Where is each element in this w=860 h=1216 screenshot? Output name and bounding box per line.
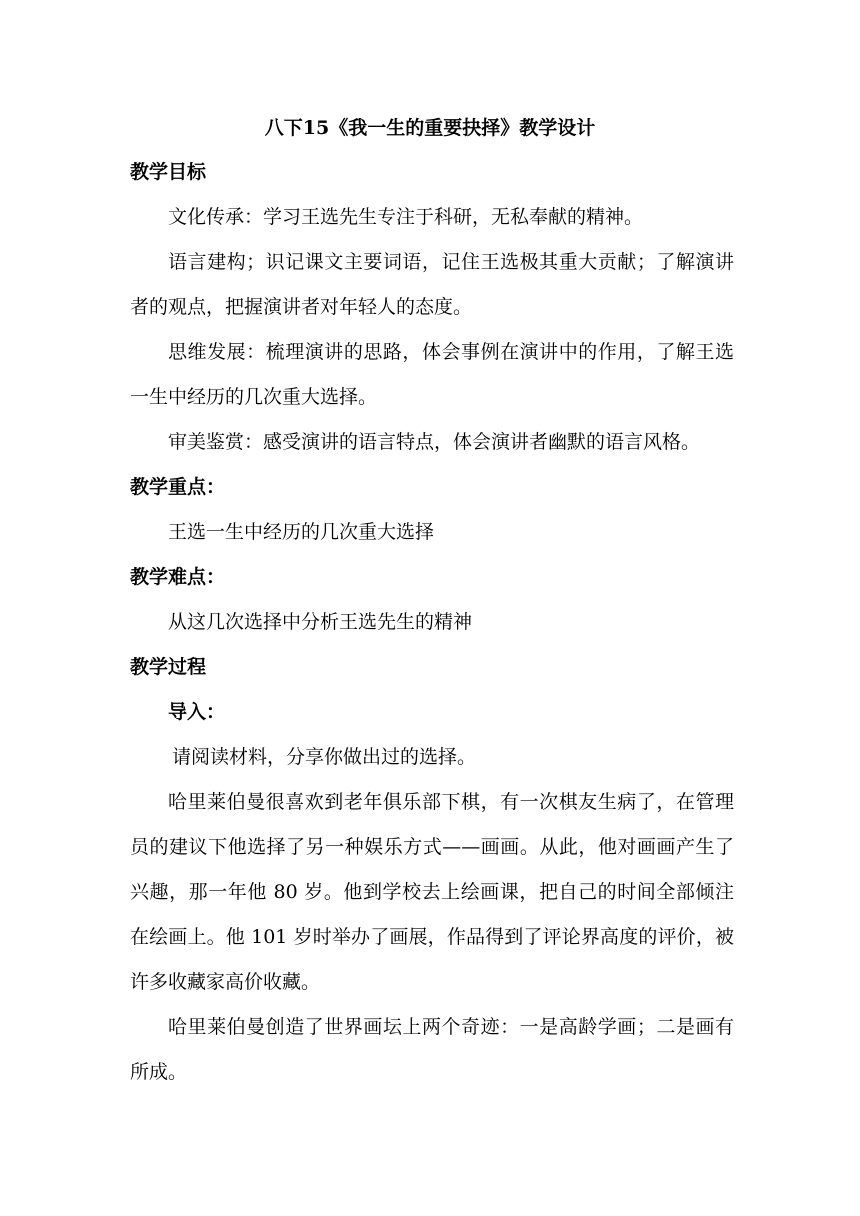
key-points-heading: 教学重点： [130,476,226,498]
story-paragraph: 哈里莱伯曼很喜欢到老年俱乐部下棋，有一次棋友生病了，在管理员的建议下他选择了另一种娱乐方式——画画。从此，他对画画产生了兴趣，那一年他 80 岁。他到学校去上绘画课，把自己的时间全部倾注在绘画上。他 101 岁时举办了画展，作品得到了评论界高度的评价，被许多收藏家高价收藏。 [130,791,734,993]
story-conclusion: 哈里莱伯曼创造了世界画坛上两个奇迹：一是高龄学画；二是画有所成。 [130,1016,734,1083]
objective-aesthetics: 审美鉴赏：感受演讲的语言特点，体会演讲者幽默的语言风格。 [168,431,701,453]
process-heading: 教学过程 [130,656,207,678]
intro-heading: 导入： [168,701,226,723]
key-points-text: 王选一生中经历的几次重大选择 [168,521,435,543]
difficulties-heading: 教学难点： [130,566,226,588]
objective-thinking: 思维发展：梳理演讲的思路，体会事例在演讲中的作用，了解王选一生中经历的几次重大选择。 [130,341,734,408]
objective-culture: 文化传承：学习王选先生专注于科研，无私奉献的精神。 [168,206,644,228]
document-title: 八下15《我一生的重要抉择》教学设计 [264,117,596,139]
difficulties-text: 从这几次选择中分析王选先生的精神 [168,611,473,633]
objective-language: 语言建构；识记课文主要词语，记住王选极其重大贡献；了解演讲者的观点，把握演讲者对年轻人的态度。 [130,251,734,318]
objectives-heading: 教学目标 [130,161,207,183]
intro-prompt: 请阅读材料，分享你做出过的选择。 [172,746,477,768]
